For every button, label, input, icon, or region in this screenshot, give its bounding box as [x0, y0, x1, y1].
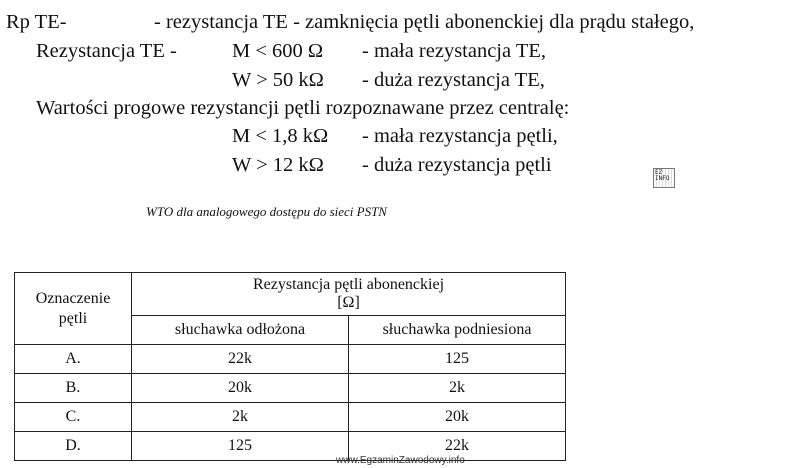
table-header-row [15, 273, 566, 316]
rp-description: - rezystancja TE - zamknięcia pętli abonenckiej dla prądu stałego, [154, 11, 695, 33]
row-label: A. [15, 345, 132, 374]
te-condition-high: W > 50 kΩ [232, 69, 324, 91]
header-off-hook: słuchawka podniesiona [349, 316, 566, 345]
header-resistance-title: Rezystancja pętli abonenckiej [252, 276, 445, 293]
loop-desc-low: - mała rezystancja pętli, [362, 125, 558, 147]
te-desc-high: - duża rezystancja TE, [362, 69, 545, 91]
row-off-hook-value: 2k [349, 374, 566, 403]
header-loop-designation [15, 273, 132, 345]
row-label: B. [15, 374, 132, 403]
row-label: C. [15, 403, 132, 432]
row-label: D. [15, 432, 132, 461]
row-off-hook-value: 125 [349, 345, 566, 374]
row-on-hook-value: 22k [132, 345, 349, 374]
loop-resistance-table [14, 272, 566, 461]
row-on-hook-value: 125 [132, 432, 349, 461]
table-row [15, 432, 566, 461]
header-loop-label: Oznaczenie pętli [35, 289, 111, 327]
loop-desc-high: - duża rezystancja pętli [362, 154, 552, 176]
row-off-hook-value: 22k [349, 432, 566, 461]
table-row [15, 374, 566, 403]
header-resistance [132, 273, 566, 316]
te-desc-low: - mała rezystancja TE, [362, 40, 547, 62]
te-label: Rezystancja TE - [36, 40, 177, 62]
header-on-hook: słuchawka odłożona [132, 316, 349, 345]
loop-condition-high: W > 12 kΩ [232, 154, 324, 176]
table-row [15, 403, 566, 432]
table-row [15, 345, 566, 374]
row-off-hook-value: 20k [349, 403, 566, 432]
te-condition-low: M < 600 Ω [232, 40, 324, 62]
header-resistance-unit: [Ω] [337, 294, 360, 311]
rp-label: Rp TE- [6, 11, 67, 33]
row-on-hook-value: 2k [132, 403, 349, 432]
watermark: www.EgzaminZawodowy.info [336, 455, 465, 466]
row-on-hook-value: 20k [132, 374, 349, 403]
qr-code-icon: EZ INFO [653, 168, 675, 188]
loop-condition-low: M < 1,8 kΩ [232, 125, 329, 147]
figure-caption: WTO dla analogowego dostępu do sieci PSTN [146, 204, 387, 219]
threshold-intro: Wartości progowe rezystancji pętli rozpoznawane przez centralę: [36, 97, 570, 119]
